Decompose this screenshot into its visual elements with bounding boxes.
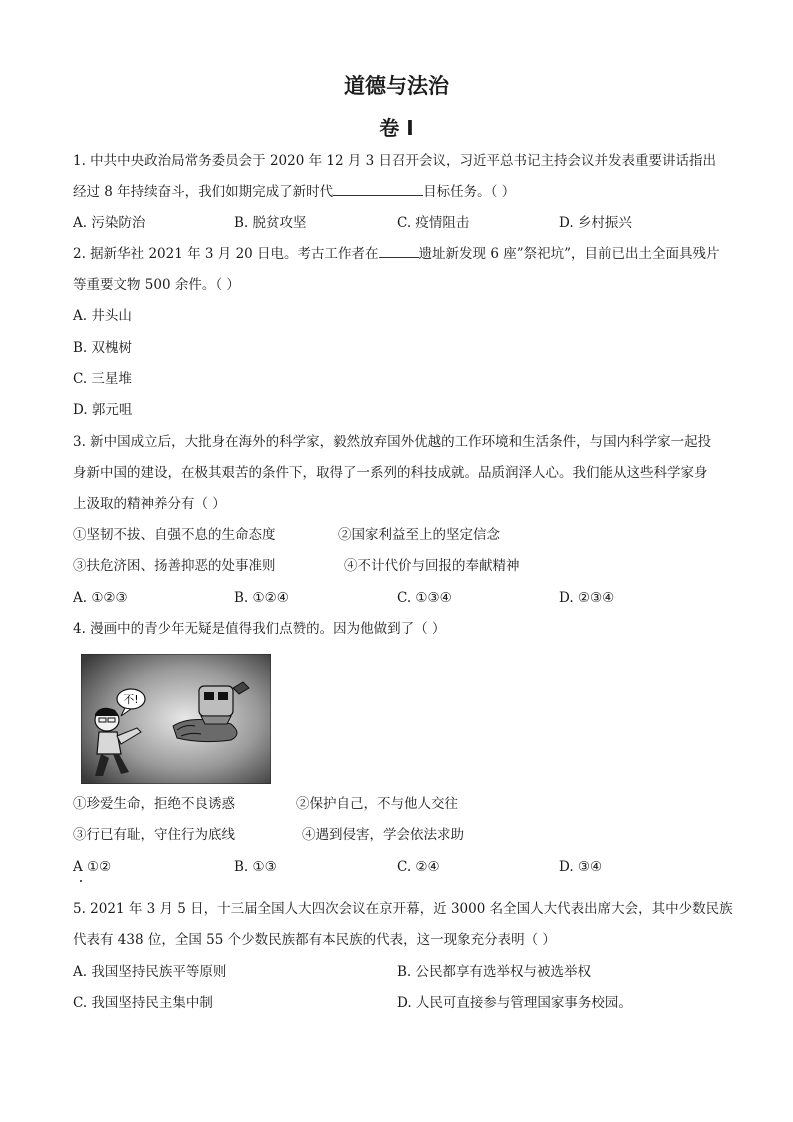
q5-option-a: A. 我国坚持民族平等原则 (73, 964, 227, 980)
q1-stem-line-2 (73, 183, 515, 201)
scan-speck (80, 880, 82, 882)
q2-option-a: A. 井头山 (73, 308, 132, 324)
q1-option-a: A. 污染防治 (73, 215, 146, 231)
q5-option-c: C. 我国坚持民主集中制 (73, 995, 213, 1011)
q2-option-d: D. 郭元咀 (73, 402, 133, 418)
q2-stem-line-1 (73, 245, 720, 263)
q4-option-a: A ①② (73, 859, 112, 875)
q2-option-b: B. 双槐树 (73, 340, 133, 356)
q4-option-c: C. ②④ (397, 859, 440, 875)
q4-item-1: ①珍爱生命，拒绝不良诱惑 (73, 796, 235, 812)
q2-stem-part-1: 2. 据新华社 2021 年 3 月 20 日电。考古工作者在 (73, 246, 379, 262)
q5-stem-line-2: 代表有 438 位，全国 55 个少数民族都有本民族的代表，这一现象充分表明（ ） (73, 932, 556, 948)
q2-answer-blank (379, 245, 419, 258)
q3-item-4: ④不计代价与回报的奉献精神 (344, 558, 520, 574)
q1-answer-blank (333, 183, 423, 196)
q3-stem-line-2: 身新中国的建设，在极其艰苦的条件下，取得了一系列的科技成就。品质润泽人心。我们能从这些科学家身 (73, 465, 708, 481)
q3-option-d: D. ②③④ (559, 590, 615, 606)
q1-stem-line-1: 1. 中共中央政治局常务委员会于 2020 年 12 月 3 日召开会议，习近平总书记主持会议并发表重要讲话指出 (73, 153, 717, 169)
q4-item-2: ②保护自己，不与他人交往 (296, 796, 458, 812)
q4-option-b: B. ①③ (234, 859, 277, 875)
q1-stem-part-2: 目标任务。（ ） (423, 184, 516, 200)
q3-stem-line-1: 3. 新中国成立后，大批身在海外的科学家，毅然放弃国外优越的工作环境和生活条件，与国内科学家一起投 (73, 434, 712, 450)
q3-item-3: ③扶危济困、扬善抑恶的处事准则 (73, 558, 276, 574)
q4-option-d: D. ③④ (559, 859, 603, 875)
speech-bubble-text: 不! (123, 693, 139, 706)
q1-option-b: B. 脱贫攻坚 (234, 215, 307, 231)
q1-stem-part-1: 经过 8 年持续奋斗，我们如期完成了新时代 (73, 184, 334, 200)
cartoon-image (81, 654, 271, 784)
q4-stem: 4. 漫画中的青少年无疑是值得我们点赞的。因为他做到了（ ） (73, 621, 446, 637)
q1-option-d: D. 乡村振兴 (559, 215, 632, 231)
q3-option-b: B. ①②④ (234, 590, 289, 606)
q5-stem-line-1: 5. 2021 年 3 月 5 日，十三届全国人大四次会议在京开幕，近 3000 名全国人大代表出席大会，其中少数民族 (73, 901, 733, 917)
q3-item-1: ①坚韧不拔、自强不息的生命态度 (73, 527, 276, 543)
q2-stem-part-2: 遗址新发现 6 座”祭祀坑”，目前已出土全面具残片 (418, 246, 720, 262)
q2-stem-line-2: 等重要文物 500 余件。（ ） (73, 277, 240, 293)
q3-stem-line-3: 上汲取的精神养分有（ ） (73, 496, 226, 512)
q3-option-c: C. ①③④ (397, 590, 452, 606)
q3-item-2: ②国家利益至上的坚定信念 (338, 527, 500, 543)
q5-option-b: B. 公民都享有选举权与被选举权 (397, 964, 592, 980)
q2-option-c: C. 三星堆 (73, 371, 132, 387)
q4-item-3: ③行已有耻，守住行为底线 (73, 827, 235, 843)
document-title: 道德与法治 (344, 74, 449, 98)
section-title: 卷 I (379, 116, 414, 140)
q4-item-4: ④遇到侵害，学会依法求助 (302, 827, 464, 843)
q3-option-a: A. ①②③ (73, 590, 128, 606)
q5-option-d: D. 人民可直接参与管理国家事务校园。 (397, 995, 632, 1011)
q1-option-c: C. 疫情阻击 (397, 215, 470, 231)
